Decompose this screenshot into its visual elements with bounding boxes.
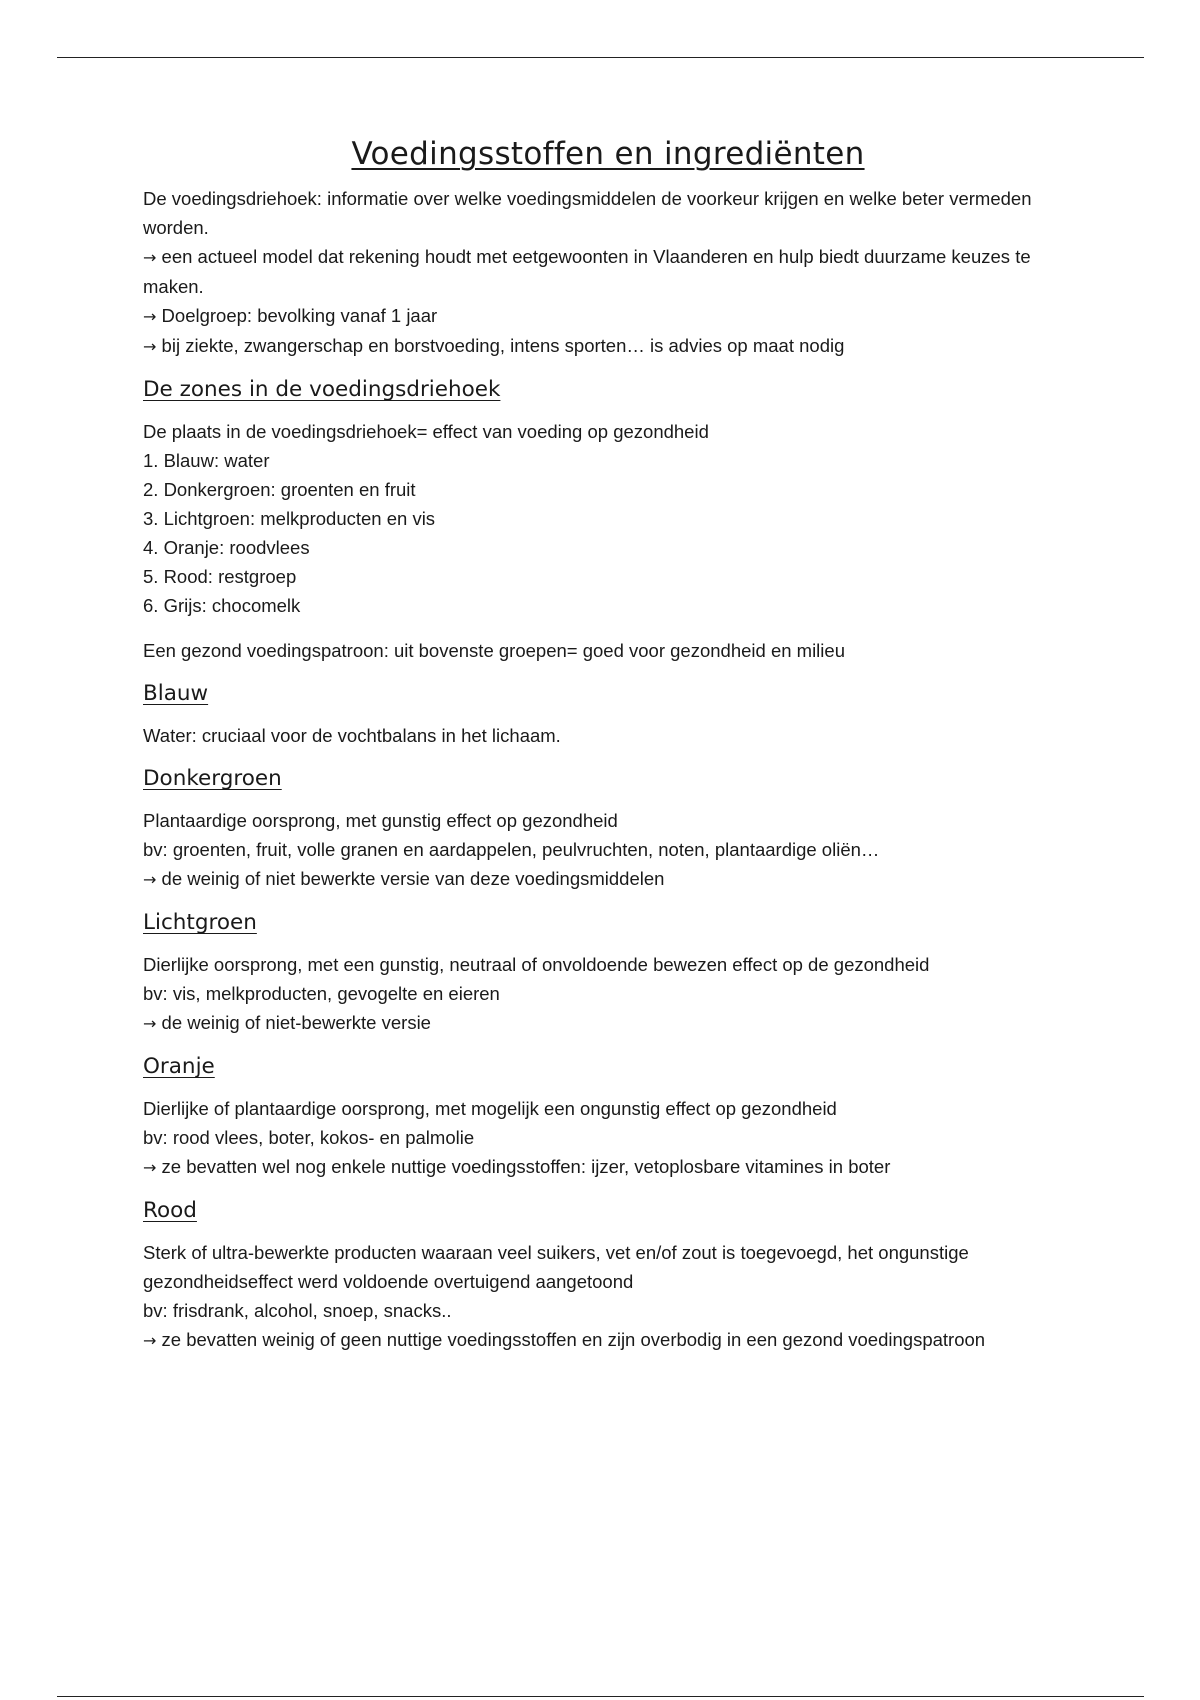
rood-line: Sterk of ultra-bewerkte producten waaraan veel suikers, vet en/of zout is toegevoegd, het ongunstige gezondheidseffect werd voldoende overtuigend aangetoond [143,1242,969,1292]
bottom-rule [57,1696,1144,1697]
arrow-icon: → [143,1014,157,1033]
lichtgroen-line: Dierlijke oorsprong, met een gunstig, neutraal of onvoldoende bewezen effect op de gezondheid [143,954,930,975]
zone-item: 1. Blauw: water [143,450,270,471]
donkergroen-line: bv: groenten, fruit, volle granen en aardappelen, peulvruchten, noten, plantaardige oliën… [143,839,880,860]
arrow-icon: → [143,337,157,356]
zone-item: 4. Oranje: roodvlees [143,537,310,558]
arrow-icon: → [143,1331,157,1350]
intro-definition: De voedingsdriehoek: informatie over welke voedingsmiddelen de voorkeur krijgen en welke beter vermeden worden. [143,188,1032,238]
lichtgroen-line [143,1008,1073,1038]
zones-lead: De plaats in de voedingsdriehoek= effect van voeding op gezondheid [143,421,709,442]
oranje-line: bv: rood vlees, boter, kokos- en palmolie [143,1127,475,1148]
arrow-icon: → [143,307,157,326]
intro-point-text: Doelgroep: bevolking vanaf 1 jaar [161,305,438,326]
intro-point [143,301,1073,331]
section-heading-lichtgroen: Lichtgroen [143,910,257,935]
section-heading-oranje: Oranje [143,1054,215,1079]
oranje-line [143,1152,1073,1182]
intro-point [143,242,1073,301]
rood-line [143,1325,1073,1355]
donkergroen-line: Plantaardige oorsprong, met gunstig effect op gezondheid [143,810,618,831]
top-rule [57,57,1144,58]
blauw-text: Water: cruciaal voor de vochtbalans in het lichaam. [143,725,561,746]
oranje-arrow-text: ze bevatten wel nog enkele nuttige voedingsstoffen: ijzer, vetoplosbare vitamines in boter [161,1156,891,1177]
lichtgroen-line: bv: vis, melkproducten, gevogelte en eieren [143,983,500,1004]
intro-point-text: bij ziekte, zwangerschap en borstvoeding, intens sporten… is advies op maat nodig [161,335,845,356]
zones-heading: De zones in de voedingsdriehoek [143,377,501,402]
intro-point-text: een actueel model dat rekening houdt met eetgewoonten in Vlaanderen en hulp biedt duurzame keuzes te maken. [143,246,1031,297]
zone-item: 3. Lichtgroen: melkproducten en vis [143,508,436,529]
rood-arrow-text: ze bevatten weinig of geen nuttige voedingsstoffen en zijn overbodig in een gezond voedingspatroon [161,1329,986,1350]
section-heading-rood: Rood [143,1198,197,1223]
donkergroen-arrow-text: de weinig of niet bewerkte versie van deze voedingsmiddelen [161,868,665,889]
intro-point [143,331,1073,361]
document-title: Voedingsstoffen en ingrediënten [351,136,865,172]
rood-line: bv: frisdrank, alcohol, snoep, snacks.. [143,1300,452,1321]
section-heading-blauw: Blauw [143,681,209,706]
oranje-line: Dierlijke of plantaardige oorsprong, met mogelijk een ongunstig effect op gezondheid [143,1098,837,1119]
zones-list [143,446,1073,620]
lichtgroen-arrow-text: de weinig of niet-bewerkte versie [161,1012,431,1033]
zones-conclusion: Een gezond voedingspatroon: uit bovenste groepen= goed voor gezondheid en milieu [143,640,845,661]
arrow-icon: → [143,870,157,889]
zone-item: 5. Rood: restgroep [143,566,297,587]
zone-item: 6. Grijs: chocomelk [143,595,301,616]
section-heading-donkergroen: Donkergroen [143,766,282,791]
document-body [143,136,1073,1355]
arrow-icon: → [143,248,157,267]
arrow-icon: → [143,1158,157,1177]
zone-item: 2. Donkergroen: groenten en fruit [143,479,416,500]
donkergroen-line [143,864,1073,894]
